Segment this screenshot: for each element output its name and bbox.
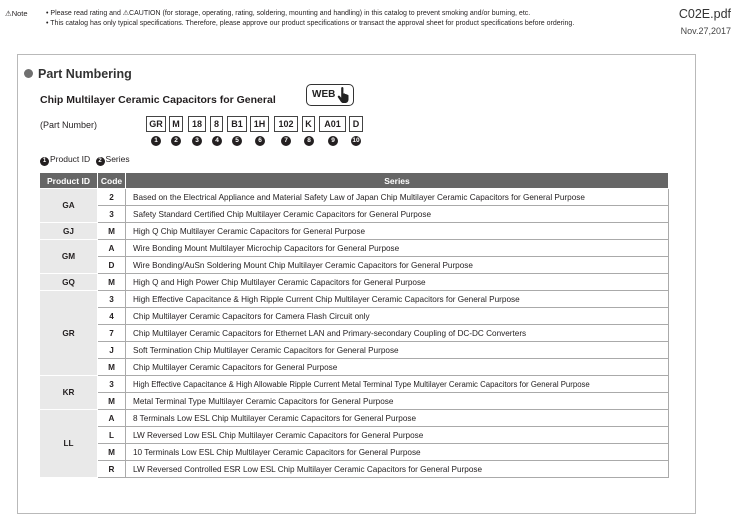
part-segment-1: GR — [146, 116, 166, 132]
code-cell: L — [98, 427, 126, 444]
code-cell: M — [98, 359, 126, 376]
header-series: Series — [126, 173, 669, 189]
segment-number-9: 9 — [328, 136, 338, 146]
product-id-cell: GR — [40, 291, 98, 376]
section-title: Part Numbering — [24, 67, 132, 81]
part-segment-10: D — [349, 116, 363, 132]
segment-number-2: 2 — [171, 136, 181, 146]
code-cell: 2 — [98, 189, 126, 206]
table-header-row — [40, 173, 669, 189]
table-row — [40, 461, 669, 478]
legend-number-1: 1 — [40, 157, 49, 166]
series-cell: 8 Terminals Low ESL Chip Multilayer Ceramic Capacitors for General Purpose — [126, 410, 669, 427]
legend-series: Series — [105, 154, 130, 164]
file-name: C02E.pdf — [678, 7, 731, 21]
pointing-hand-icon — [337, 87, 351, 104]
product-id-cell: GA — [40, 189, 98, 223]
series-table — [39, 172, 669, 478]
segment-number-4: 4 — [212, 136, 222, 146]
web-button[interactable] — [306, 84, 354, 106]
part-segment-6: 1H — [250, 116, 269, 132]
series-cell: Chip Multilayer Ceramic Capacitors for Ethernet LAN and Primary-secondary Coupling of DC-DC Converters — [126, 325, 669, 342]
series-cell: Soft Termination Chip Multilayer Ceramic Capacitors for General Purpose — [126, 342, 669, 359]
segment-number-5: 5 — [232, 136, 242, 146]
web-button-label: WEB — [312, 89, 336, 100]
product-id-cell: GQ — [40, 274, 98, 291]
segment-number-8: 8 — [304, 136, 314, 146]
series-cell: High Effective Capacitance & High Ripple Current Chip Multilayer Ceramic Capacitors for General Purpose — [126, 291, 669, 308]
part-segment-7: 102 — [274, 116, 298, 132]
segment-number-1: 1 — [151, 136, 161, 146]
segment-number-10: 10 — [352, 137, 360, 144]
table-row — [40, 257, 669, 274]
series-cell: High Q and High Power Chip Multilayer Ceramic Capacitors for General Purpose — [126, 274, 669, 291]
part-number-label: (Part Number) — [40, 120, 98, 130]
table-row — [40, 240, 669, 257]
product-id-cell: GM — [40, 240, 98, 274]
note-line-2: • This catalog has only typical specifications. Therefore, please approve our product specifications or transact the approval sheet for product specifications before ordering. — [46, 19, 575, 27]
part-segment-8: K — [302, 116, 315, 132]
table-row — [40, 444, 669, 461]
series-cell: High Q Chip Multilayer Ceramic Capacitors for General Purpose — [126, 223, 669, 240]
series-cell: LW Reversed Controlled ESR Low ESL Chip Multilayer Ceramic Capacitors for General Purpose — [126, 461, 669, 478]
note-tag: ⚠Note — [5, 9, 28, 18]
part-segment-5: B1 — [227, 116, 247, 132]
bullet-dot-icon — [24, 69, 33, 78]
part-segment-2: M — [169, 116, 183, 132]
table-row — [40, 308, 669, 325]
subtitle: Chip Multilayer Ceramic Capacitors for General — [40, 94, 276, 106]
series-cell: High Effective Capacitance & High Allowable Ripple Current Metal Terminal Type Multilayer Ceramic Capacitors for General Purpose — [126, 376, 669, 393]
series-cell: Based on the Electrical Appliance and Material Safety Law of Japan Chip Multilayer Ceramic Capacitors for General Purpose — [126, 189, 669, 206]
part-segment-9: A01 — [319, 116, 346, 132]
code-cell: A — [98, 410, 126, 427]
series-cell: Chip Multilayer Ceramic Capacitors for General Purpose — [126, 359, 669, 376]
code-cell: R — [98, 461, 126, 478]
note-line-1: • Please read rating and ⚠CAUTION (for storage, operating, rating, soldering, mounting and handling) in this catalog to prevent smoking and/or burning, etc. — [46, 10, 531, 17]
product-id-cell: KR — [40, 376, 98, 410]
table-row — [40, 410, 669, 427]
legend-product-id: Product ID — [50, 154, 91, 164]
segment-number-7: 7 — [281, 136, 291, 146]
segment-number-3: 3 — [192, 136, 202, 146]
part-segment-4: 8 — [210, 116, 223, 132]
code-cell: J — [98, 342, 126, 359]
header-product-id: Product ID — [40, 173, 98, 189]
table-row — [40, 325, 669, 342]
legend-number-2: 2 — [96, 157, 105, 166]
legend — [40, 154, 130, 166]
product-id-cell: LL — [40, 410, 98, 478]
series-cell: Wire Bonding/AuSn Soldering Mount Chip Multilayer Ceramic Capacitors for General Purpose — [126, 257, 669, 274]
code-cell: A — [98, 240, 126, 257]
code-cell: 7 — [98, 325, 126, 342]
series-cell: Chip Multilayer Ceramic Capacitors for Camera Flash Circuit only — [126, 308, 669, 325]
table-row — [40, 206, 669, 223]
segment-number-6: 6 — [255, 136, 265, 146]
table-row — [40, 274, 669, 291]
table-row — [40, 427, 669, 444]
doc-date: Nov.27,2017 — [680, 26, 731, 36]
table-row — [40, 291, 669, 308]
series-cell: 10 Terminals Low ESL Chip Multilayer Ceramic Capacitors for General Purpose — [126, 444, 669, 461]
code-cell: 3 — [98, 206, 126, 223]
table-row — [40, 223, 669, 240]
product-id-cell: GJ — [40, 223, 98, 240]
header-code: Code — [98, 173, 126, 189]
series-cell: Safety Standard Certified Chip Multilayer Ceramic Capacitors for General Purpose — [126, 206, 669, 223]
code-cell: D — [98, 257, 126, 274]
code-cell: 4 — [98, 308, 126, 325]
table-row — [40, 342, 669, 359]
table-row — [40, 393, 669, 410]
part-segment-3: 18 — [188, 116, 206, 132]
code-cell: 3 — [98, 376, 126, 393]
series-cell: LW Reversed Low ESL Chip Multilayer Ceramic Capacitors for General Purpose — [126, 427, 669, 444]
table-row — [40, 376, 669, 393]
code-cell: M — [98, 393, 126, 410]
code-cell: M — [98, 223, 126, 240]
series-cell: Wire Bonding Mount Multilayer Microchip Capacitors for General Purpose — [126, 240, 669, 257]
code-cell: M — [98, 444, 126, 461]
table-row — [40, 359, 669, 376]
series-cell: Metal Terminal Type Multilayer Ceramic Capacitors for General Purpose — [126, 393, 669, 410]
code-cell: 3 — [98, 291, 126, 308]
table-row — [40, 189, 669, 206]
code-cell: M — [98, 274, 126, 291]
document-id — [679, 7, 731, 37]
